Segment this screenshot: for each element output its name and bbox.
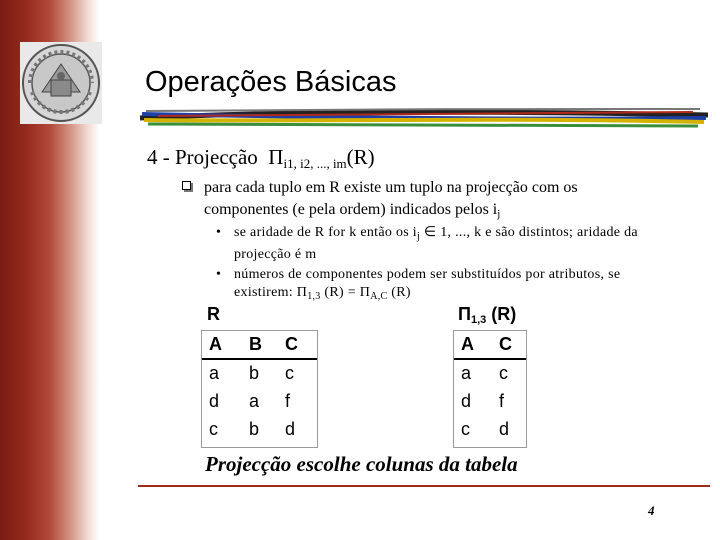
table-header-cell: C (499, 334, 512, 354)
main-point-text: para cada tuplo em R existe um tuplo na projecção com os componentes (e pela ordem) indicados pelos i (204, 179, 578, 218)
bullet-dot-icon: • (216, 267, 222, 282)
table-cell: d (285, 419, 296, 439)
sub-point-subscript: j (417, 231, 421, 242)
slide-caption: Projecção escolhe colunas da tabela (205, 452, 518, 476)
table-r (201, 330, 318, 448)
table-cell: a (461, 363, 472, 383)
projection-suffix: (R) (486, 304, 517, 324)
sub-point-text: se aridade de R for k então os i (234, 225, 417, 240)
sub-point-text: números de componentes podem ser substituídos por atributos, se existirem: Π (234, 267, 621, 300)
table-cell: c (499, 363, 508, 383)
decorative-brush-stripe (138, 104, 710, 132)
table-cell: c (285, 363, 294, 383)
sub-point-atributos (216, 266, 666, 306)
sub-point-subscript: A,C (370, 291, 388, 302)
heading-prefix: 4 - Projecção (147, 145, 258, 169)
slide-title: Operações Básicas (145, 66, 397, 98)
table-cell: a (209, 363, 220, 383)
table-cell: d (499, 419, 510, 439)
pi-symbol: Π (268, 145, 284, 169)
heading-suffix: (R) (346, 145, 375, 169)
sub-point-text-mid: (R) = Π (320, 285, 371, 300)
page-number: 4 (648, 503, 655, 518)
table-header-cell: A (461, 334, 474, 354)
pi-symbol: Π (458, 304, 471, 324)
main-point-subscript: j (497, 208, 501, 220)
sub-point-aridade (216, 224, 666, 264)
sub-point-subscript: 1,3 (307, 291, 321, 302)
table-header-cell: C (285, 334, 298, 354)
checkbox-bullet-icon (182, 181, 191, 190)
table-cell: c (209, 419, 218, 439)
table-cell: d (209, 391, 220, 411)
table-cell: b (249, 363, 260, 383)
projection-subscript: 1,3 (471, 314, 487, 326)
table-header-cell: A (209, 334, 222, 354)
table-cell: d (461, 391, 472, 411)
projection-heading (147, 145, 375, 172)
footer-rule (138, 485, 710, 487)
university-seal-logo (18, 40, 104, 126)
main-point (204, 177, 664, 225)
table-header-cell: B (249, 334, 262, 354)
sub-point-text-rest: ∈ 1, ..., k e são distintos; aridade da projecção é m (234, 225, 638, 262)
pi-subscript: i1, i2, ..., im (283, 156, 347, 171)
table-cell: f (285, 391, 291, 411)
table-cell: b (249, 419, 260, 439)
table-cell: c (461, 419, 470, 439)
table-r-label: R (207, 304, 220, 324)
table-projection-label (458, 304, 516, 326)
table-cell: a (249, 391, 260, 411)
bullet-dot-icon: • (216, 225, 222, 240)
table-projection (453, 330, 527, 448)
sub-point-text-end: (R) (387, 285, 411, 300)
table-cell: f (499, 391, 505, 411)
